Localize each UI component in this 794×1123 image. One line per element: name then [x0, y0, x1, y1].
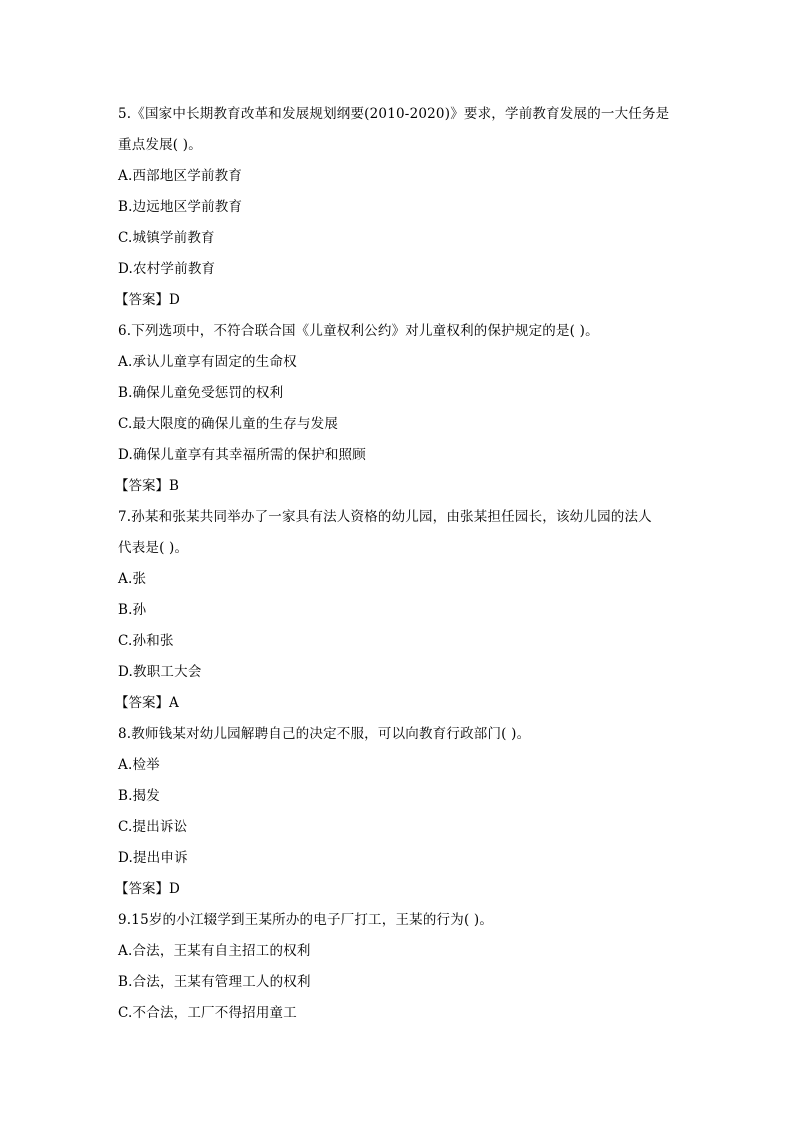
question-stem: 6.下列选项中，不符合联合国《儿童权利公约》对儿童权利的保护规定的是( )。: [118, 323, 599, 339]
option-d: D.农村学前教育: [118, 261, 216, 277]
question-7: [115, 502, 678, 719]
option-b: B.合法，王某有管理工人的权利: [118, 974, 311, 990]
option-b: B.边远地区学前教育: [118, 199, 243, 215]
option-a: A.张: [118, 571, 147, 587]
option-a: A.承认儿童享有固定的生命权: [118, 354, 297, 370]
option-d: D.提出申诉: [118, 850, 188, 866]
question-stem-continued: 代表是( )。: [118, 540, 189, 556]
option-c: C.不合法，工厂不得招用童工: [118, 1005, 297, 1021]
answer-label: 【答案】B: [115, 478, 179, 494]
answer-label: 【答案】A: [115, 695, 179, 711]
question-stem: 9.15岁的小江辍学到王某所办的电子厂打工，王某的行为( )。: [118, 912, 494, 928]
option-b: B.揭发: [118, 788, 161, 804]
question-9: [118, 905, 678, 1029]
option-c: C.孙和张: [118, 633, 174, 649]
question-stem: 5.《国家中长期教育改革和发展规划纲要(2010-2020)》要求，学前教育发展的一大任务是: [118, 106, 670, 122]
option-a: A.合法，王某有自主招工的权利: [118, 943, 311, 959]
option-a: A.西部地区学前教育: [118, 168, 243, 184]
option-c: C.最大限度的确保儿童的生存与发展: [118, 416, 339, 432]
option-c: C.城镇学前教育: [118, 230, 215, 246]
option-a: A.检举: [118, 757, 160, 773]
option-c: C.提出诉讼: [118, 819, 188, 835]
question-5: [115, 99, 678, 316]
question-stem: 8.教师钱某对幼儿园解聘自己的决定不服，可以向教育行政部门( )。: [118, 726, 531, 742]
question-6: [115, 316, 678, 502]
option-b: B.孙: [118, 602, 147, 618]
question-stem: 7.孙某和张某共同举办了一家具有法人资格的幼儿园，由张某担任园长，该幼儿园的法人: [118, 509, 652, 525]
question-stem-continued: 重点发展( )。: [118, 137, 202, 153]
option-d: D.确保儿童享有其幸福所需的保护和照顾: [118, 447, 366, 463]
option-d: D.教职工大会: [118, 664, 202, 680]
answer-label: 【答案】D: [115, 881, 180, 897]
answer-label: 【答案】D: [115, 292, 180, 308]
question-8: [115, 719, 678, 905]
document-page: [115, 99, 678, 1029]
option-b: B.确保儿童免受惩罚的权利: [118, 385, 284, 401]
